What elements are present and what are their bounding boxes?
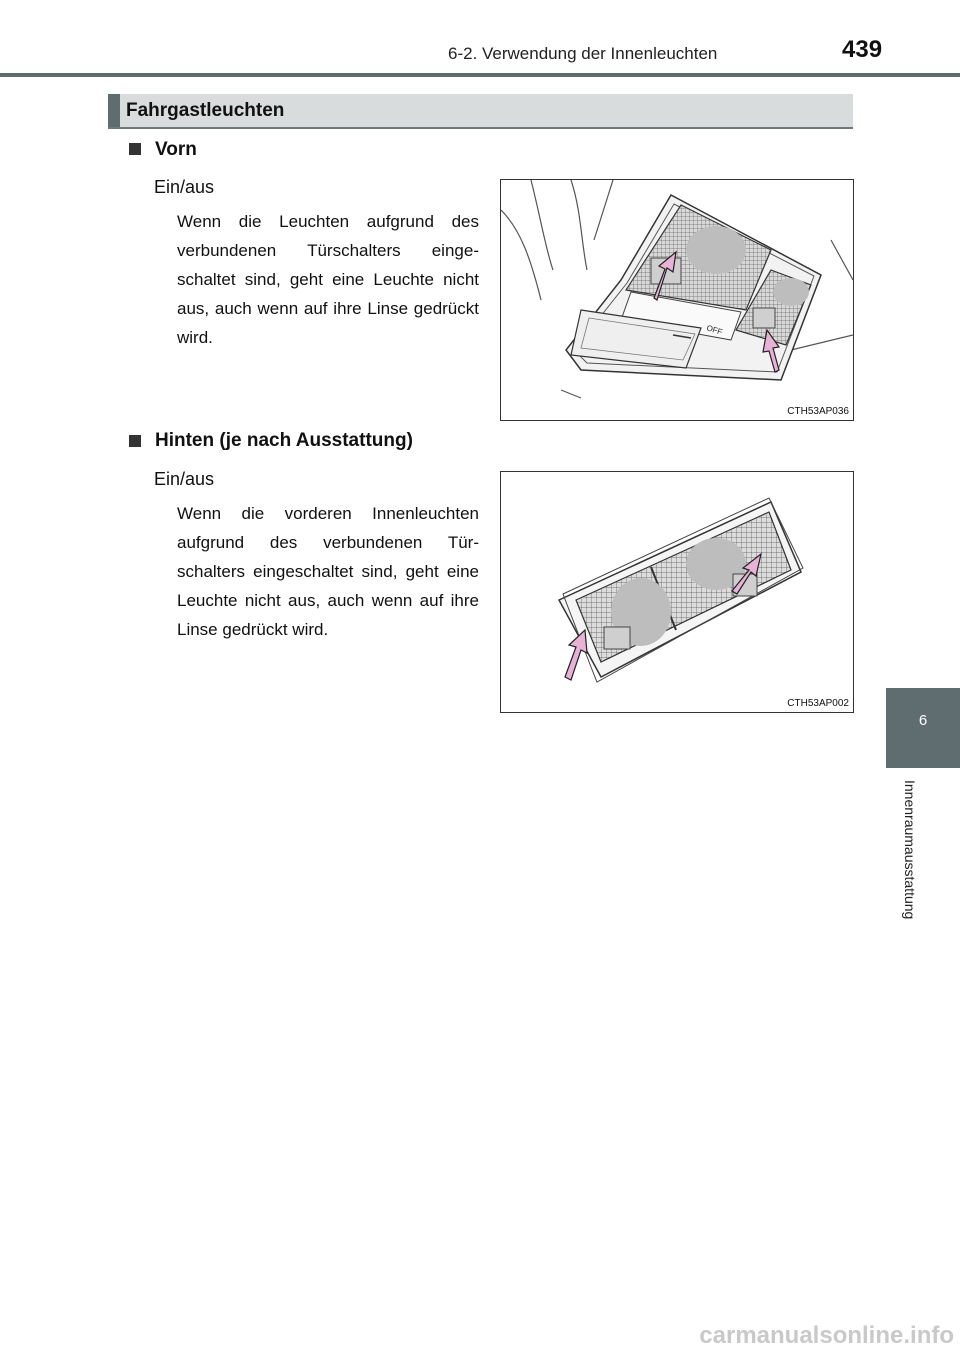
front-lights-figure bbox=[500, 179, 854, 421]
rear-lights-illustration bbox=[501, 472, 853, 712]
front-subheading: Ein/aus bbox=[154, 177, 215, 197]
header-rule bbox=[0, 73, 960, 77]
figure-code: CTH53AP002 bbox=[787, 698, 849, 709]
figure-code: CTH53AP036 bbox=[787, 406, 849, 417]
bullet-square bbox=[129, 143, 141, 155]
off-switch-label: OFF bbox=[705, 323, 724, 337]
front-text: Wenn die Leuchten aufgrund des verbundenen Türschalters einge-schaltet sind, geht eine Leuchte nicht aus, auch wenn auf ihre Linse gedrückt wird. bbox=[177, 212, 479, 347]
rear-text: Wenn die vorderen Innenleuchten aufgrund des verbundenen Tür-schalters eingeschaltet sind, geht eine Leuchte nicht aus, auch wenn auf ihre Linse gedrückt wird. bbox=[177, 504, 479, 639]
bullet-square bbox=[129, 435, 141, 447]
chapter-tab-number: 6 bbox=[918, 712, 928, 729]
section-accent bbox=[108, 94, 120, 127]
chapter-tab[interactable] bbox=[886, 688, 960, 768]
section-title-bar bbox=[108, 94, 853, 129]
press-arrow-icon bbox=[565, 630, 587, 680]
page-number: 439 bbox=[842, 36, 883, 63]
rear-lights-figure bbox=[500, 471, 854, 713]
front-lights-illustration bbox=[501, 180, 853, 420]
rear-subheading: Ein/aus bbox=[154, 469, 215, 489]
front-heading: Vorn bbox=[155, 139, 197, 160]
watermark: carmanualsonline.info bbox=[699, 1322, 954, 1349]
rear-heading: Hinten (je nach Ausstattung) bbox=[155, 430, 413, 451]
chapter-header: 6-2. Verwendung der Innenleuchten bbox=[448, 44, 718, 63]
section-title: Fahrgastleuchten bbox=[126, 100, 285, 121]
chapter-tab-label: Innenraumausstattung bbox=[902, 780, 918, 920]
